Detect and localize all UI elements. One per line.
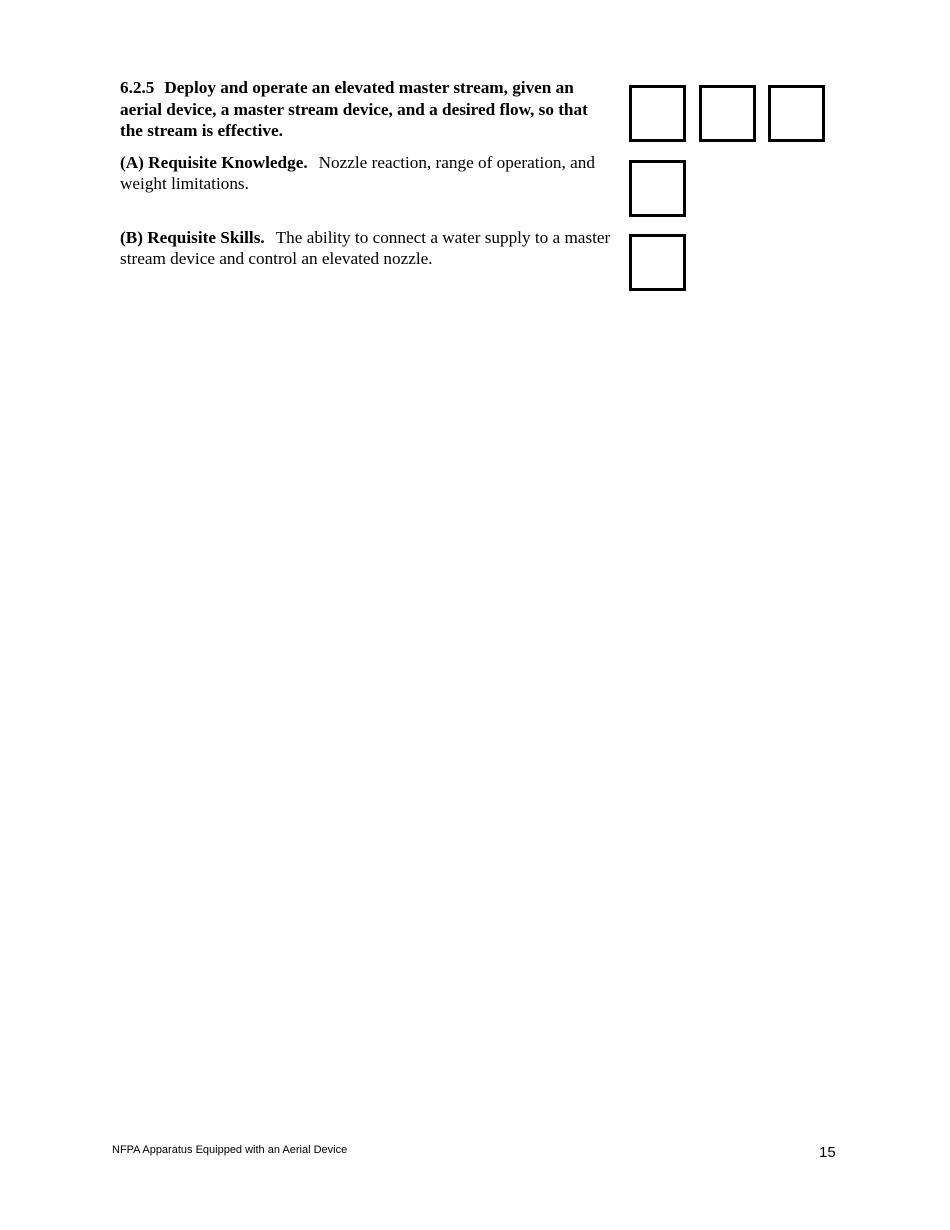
requisite-skills-text: The ability to connect a water supply to a master stream device and control an elevated nozzle. (120, 227, 611, 268)
section-heading-text: Deploy and operate an elevated master stream, given an aerial device, a master stream device, and a desired flow, so that the stream is effective. (120, 78, 588, 140)
section-checkbox-3[interactable] (768, 85, 825, 142)
requisite-skills-label: (B) Requisite Skills. (120, 227, 265, 247)
requisite-knowledge-label: (A) Requisite Knowledge. (120, 152, 308, 172)
footer-title: NFPA Apparatus Equipped with an Aerial Device (112, 1144, 348, 1156)
section-number: 6.2.5 (120, 78, 155, 97)
skills-checkbox[interactable] (629, 234, 686, 291)
requisite-knowledge (120, 152, 612, 195)
section-checkbox-1[interactable] (629, 85, 686, 142)
knowledge-checkbox[interactable] (629, 160, 686, 217)
section-checkbox-2[interactable] (699, 85, 756, 142)
section-heading (120, 77, 612, 142)
page-number: 15 (819, 1144, 836, 1161)
requisite-skills (120, 227, 612, 270)
requisite-knowledge-text: Nozzle reaction, range of operation, and weight limitations. (120, 152, 595, 193)
jpr-section (120, 77, 612, 270)
